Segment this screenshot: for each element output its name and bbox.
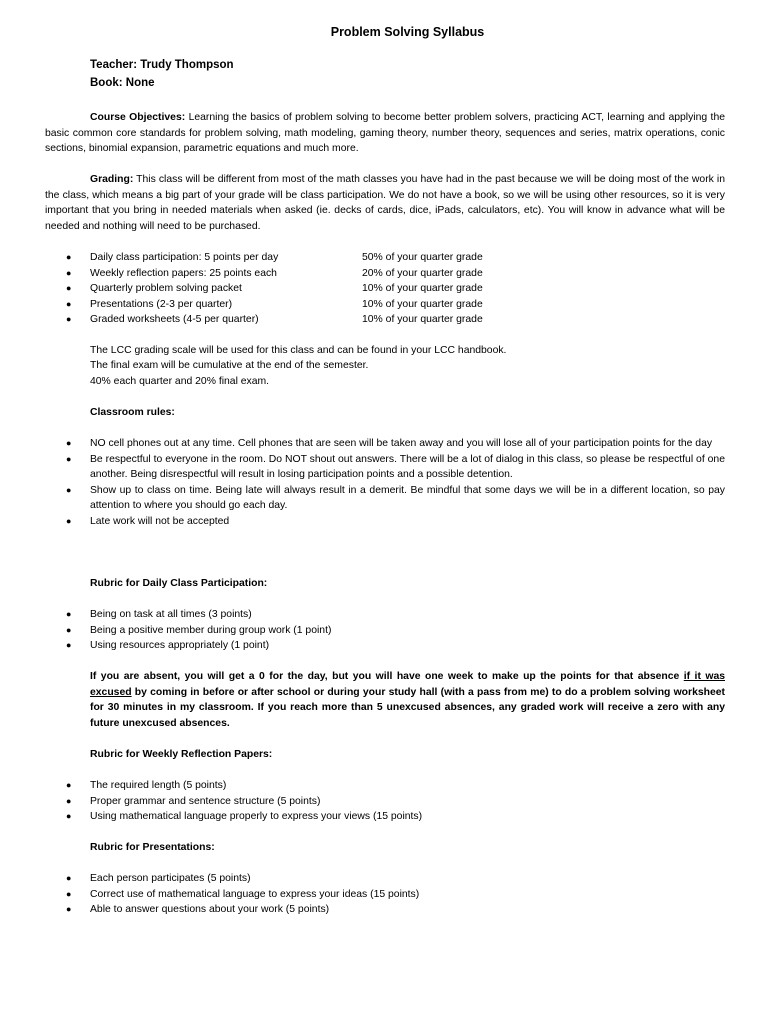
absence-policy-paragraph [90, 669, 725, 731]
list-item: ● Weekly reflection papers: 25 points each 20% of your quarter grade [0, 266, 725, 282]
grading-note: 40% each quarter and 20% final exam. [90, 376, 270, 387]
list-item: ● Using resources appropriately (1 point) [0, 638, 725, 654]
weekly-rubric-heading: Rubric for Weekly Reflection Papers: [90, 749, 273, 760]
classroom-rules-heading: Classroom rules: [90, 407, 175, 418]
absence-policy-emphasis: if it was excused [90, 671, 725, 698]
list-item: ● Correct use of mathematical language to express your ideas (15 points) [0, 887, 725, 903]
grading-note: The LCC grading scale will be used for this class and can be found in your LCC handbook. [90, 345, 507, 356]
teacher-line: Teacher: Trudy Thompson [90, 59, 234, 71]
list-item: ● Graded worksheets (4-5 per quarter) 10% of your quarter grade [0, 312, 725, 328]
presentation-rubric-list [0, 871, 725, 918]
list-item: ● Be respectful to everyone in the room. Do NOT shout out answers. There will be a lot of dialog in this class, so please be respectful of one another. Being disrespectful will result in losing participation points and a possible detention. [0, 452, 725, 483]
list-item: ● Show up to class on time. Being late will always result in a demerit. Be mindful that some days we will be in a different location, so pay attention to where you should go each day. [0, 483, 725, 514]
presentation-rubric-heading: Rubric for Presentations: [90, 842, 215, 853]
list-item: ● Using mathematical language properly to express your views (15 points) [0, 809, 725, 825]
grading-paragraph [45, 172, 725, 234]
list-item: ● Being on task at all times (3 points) [0, 607, 725, 623]
absence-policy-text: by coming in before or after school or during your study hall (with a pass from me) to do a problem solving worksheet for 30 minutes in my classroom. If you reach more than 5 unexcused absences, any graded work will receive a zero with any future unexcused absences. [90, 686, 725, 729]
list-item: ● Quarterly problem solving packet 10% of your quarter grade [0, 281, 725, 297]
absence-policy-text: If you are absent, you will get a 0 for the day, but you will have one week to make up the points for that absence [90, 671, 684, 682]
list-item: ● Daily class participation: 5 points per day 50% of your quarter grade [0, 250, 725, 266]
course-objectives-label: Course Objectives: [90, 112, 186, 123]
daily-rubric-list [0, 607, 725, 654]
course-objectives-text: Learning the basics of problem solving to become better problem solvers, practicing ACT, learning and applying the basic common core standards for problem solving, math modeling, gaming theory, number theory, sequences and series, matrix operations, conic sections, binomial expansion, parametric equations and much more. [45, 112, 726, 154]
daily-rubric-heading: Rubric for Daily Class Participation: [90, 578, 268, 589]
list-item: ● Able to answer questions about your work (5 points) [0, 902, 725, 918]
weekly-rubric-list [0, 778, 725, 825]
list-item: ● Proper grammar and sentence structure (5 points) [0, 794, 725, 810]
list-item: ● The required length (5 points) [0, 778, 725, 794]
page-title: Problem Solving Syllabus [330, 25, 485, 39]
list-item: ● NO cell phones out at any time. Cell phones that are seen will be taken away and you will lose all of your participation points for the day [0, 436, 725, 452]
classroom-rules-list [0, 436, 725, 529]
grading-label: Grading: [90, 174, 134, 185]
grading-note: The final exam will be cumulative at the end of the semester. [90, 360, 369, 371]
book-line: Book: None [90, 77, 155, 89]
list-item: ● Late work will not be accepted [0, 514, 725, 530]
grading-breakdown-list [0, 250, 725, 328]
list-item: ● Presentations (2-3 per quarter) 10% of your quarter grade [0, 297, 725, 313]
list-item: ● Each person participates (5 points) [0, 871, 725, 887]
grading-text: This class will be different from most of the math classes you have had in the past because we will be doing most of the work in the class, which means a big part of your grade will be class participation. We do not have a book, so we will be using other resources, so it is very important that you bring in needed materials when asked (ie. decks of cards, dice, iPads, calculators, etc). You will know in advance what will be needed and nothing will need to be purchased. [45, 174, 725, 232]
list-item: ● Being a positive member during group work (1 point) [0, 623, 725, 639]
course-objectives-paragraph [45, 110, 725, 157]
